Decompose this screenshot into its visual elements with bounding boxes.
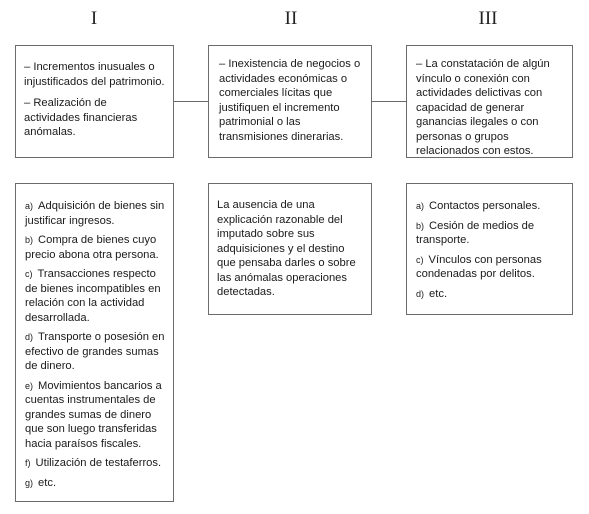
item-marker: a)	[416, 201, 425, 211]
column-heading-2: II	[284, 8, 298, 29]
item-marker: f)	[25, 458, 31, 468]
list-item	[25, 233, 165, 262]
connector-1-2	[174, 101, 208, 102]
item-marker: g)	[25, 477, 34, 488]
list-item	[25, 267, 165, 325]
list-item	[416, 219, 564, 248]
connector-2-3	[372, 101, 406, 102]
examples-box-3	[406, 183, 573, 315]
indicator-line-1: – Incrementos inusuales o injustificados del patrimonio.	[24, 61, 165, 88]
examples-box-2	[208, 183, 372, 315]
list-item	[416, 253, 564, 282]
item-text: etc.	[429, 287, 448, 300]
item-text: Transporte o posesión en efectivo de grandes sumas de dinero.	[25, 331, 165, 372]
list-item	[25, 379, 165, 452]
indicator-line-4: – La constatación de algún vínculo o conexión con actividades delictivas con capacidad de generar ganancias ilegales o con personas o grupos relacionados con estos.	[416, 58, 550, 157]
list-item	[25, 476, 165, 491]
examples-box-1	[15, 183, 174, 502]
item-marker: b)	[416, 220, 425, 231]
column-heading-3: III	[478, 8, 498, 29]
list-item	[25, 330, 165, 374]
item-text: Contactos personales.	[429, 200, 541, 212]
indicator-box-1	[15, 45, 174, 158]
indicator-line-2: – Realización de actividades financieras anómalas.	[24, 97, 138, 138]
item-text: Compra de bienes cuyo precio abona otra persona.	[25, 234, 159, 261]
item-text: Transacciones respecto de bienes incompatibles en relación con la actividad desarrollada.	[25, 268, 161, 324]
examples-list-3	[416, 199, 564, 301]
list-item	[25, 199, 165, 228]
examples-list-1	[25, 199, 165, 490]
item-marker: d)	[25, 332, 34, 342]
indicator-box-3	[406, 45, 573, 158]
item-text: Adquisición de bienes sin justificar ingresos.	[25, 200, 165, 227]
item-text: Utilización de testaferros.	[35, 457, 162, 469]
item-text: Cesión de medios de transporte.	[416, 219, 535, 246]
item-text: etc.	[38, 476, 57, 489]
item-marker: d)	[416, 288, 425, 299]
item-marker: c)	[416, 254, 424, 265]
item-marker: c)	[25, 269, 33, 279]
item-marker: a)	[25, 201, 34, 211]
list-item	[416, 287, 564, 302]
explanation-text: La ausencia de una explicación razonable del imputado sobre sus adquisiciones y el destino que pensaba darles o sobre las anómalas operaciones detectadas.	[217, 199, 356, 298]
list-item	[416, 199, 564, 214]
item-text: Vínculos con personas condenadas por delitos.	[416, 253, 542, 280]
column-heading-1: I	[90, 8, 98, 29]
list-item	[25, 456, 165, 471]
item-marker: e)	[25, 380, 34, 391]
indicator-line-3: – Inexistencia de negocios o actividades económicas o comerciales lícitas que justifiquen el incremento patrimonial o las transmisiones dinerarias.	[219, 58, 361, 143]
item-marker: b)	[25, 235, 34, 245]
indicator-box-2	[208, 45, 372, 158]
item-text: Movimientos bancarios a cuentas instrumentales de grandes sumas de dinero que son luego transferidas hacia paraísos fiscales.	[25, 379, 162, 450]
